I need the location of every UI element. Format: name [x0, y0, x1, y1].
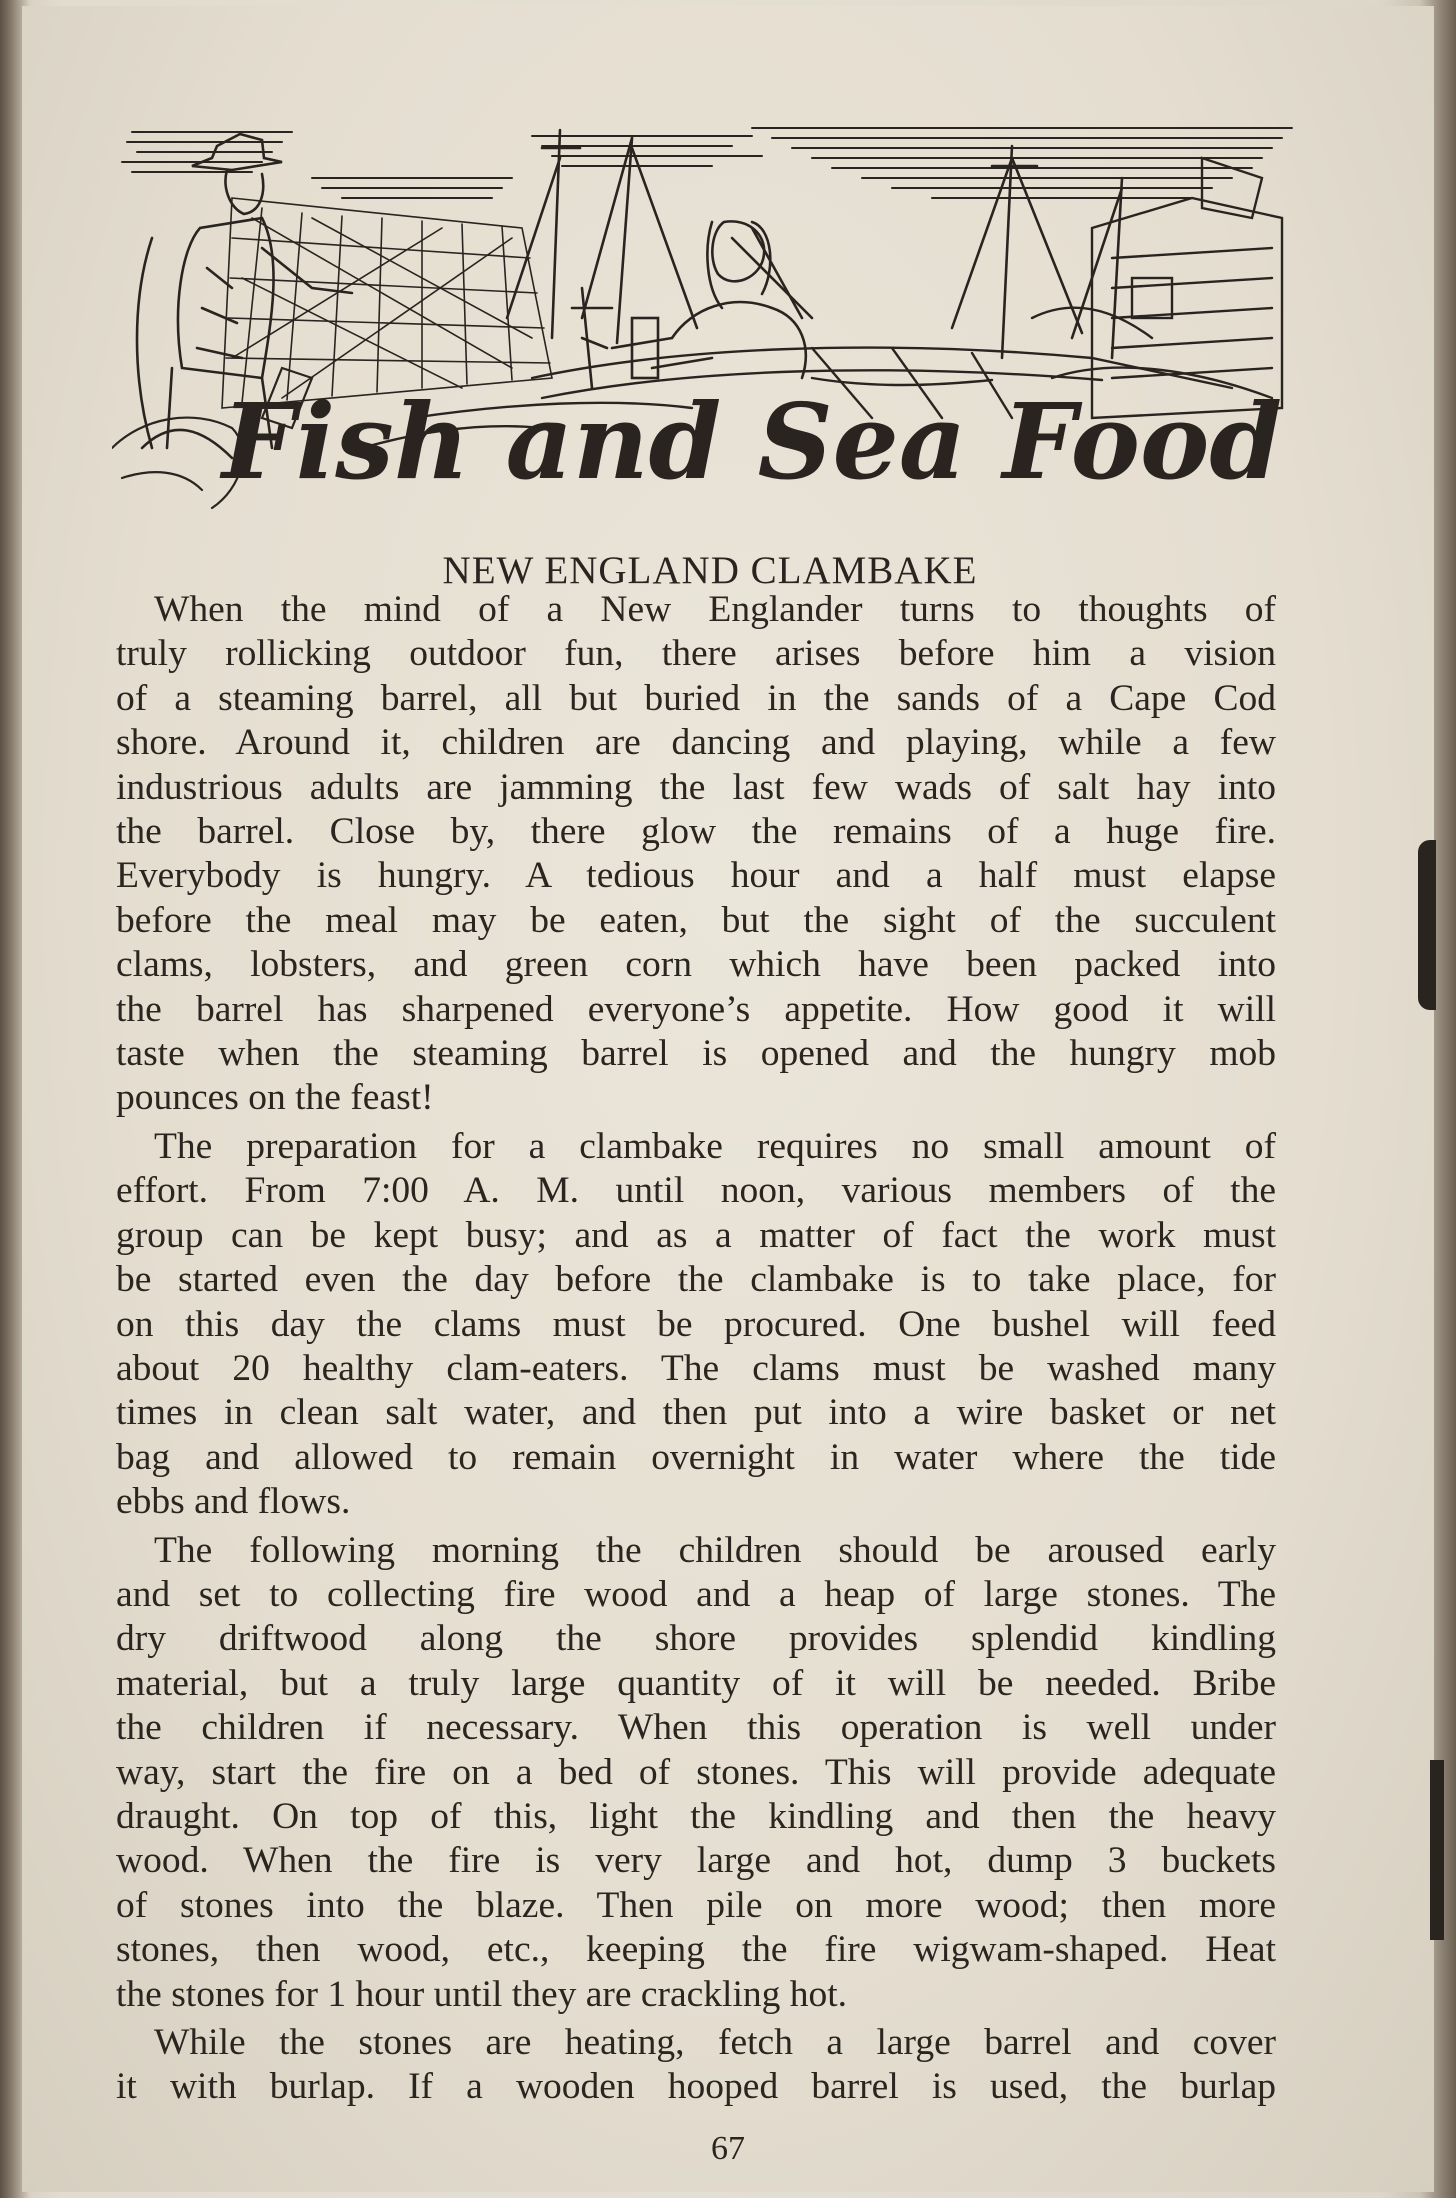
text-line: way, start the fire on a bed of stones. This will provide adequate	[116, 1751, 1276, 1793]
text-line: the children if necessary. When this operation is well under	[116, 1707, 1276, 1749]
text-line: pounces on the feast!	[116, 1077, 434, 1119]
text-line: times in clean salt water, and then put into a wire basket or net	[116, 1392, 1276, 1434]
text-line: it with burlap. If a wooden hooped barrel is used, the burlap	[116, 2066, 1276, 2108]
text-line: stones, then wood, etc., keeping the fire wigwam-shaped. Heat	[116, 1929, 1276, 1971]
text-line: shore. Around it, children are dancing and playing, while a few	[116, 722, 1276, 764]
text-line: The following morning the children should be aroused early	[154, 1529, 1276, 1571]
text-line: about 20 healthy clam-eaters. The clams must be washed many	[116, 1347, 1276, 1389]
index-tab	[1430, 1760, 1444, 1940]
text-line: taste when the steaming barrel is opened and the hungry mob	[116, 1033, 1276, 1075]
text-line: of a steaming barrel, all but buried in the sands of a Cape Cod	[116, 677, 1276, 719]
sky-hatching	[122, 128, 1292, 198]
text-line: the barrel has sharpened everyone’s appetite. How good it will	[116, 988, 1276, 1030]
text-line: on this day the clams must be procured. One bushel will feed	[116, 1303, 1276, 1345]
text-line: the barrel. Close by, there glow the remains of a huge fire.	[116, 811, 1276, 853]
text-line: before the meal may be eaten, but the sight of the succulent	[116, 899, 1276, 941]
paragraph-3	[116, 1529, 1276, 2017]
ship-masts	[507, 130, 1122, 358]
text-line: effort. From 7:00 A. M. until noon, various members of the	[116, 1170, 1276, 1212]
fishing-harbor-illustration	[112, 118, 1302, 518]
section-title: Fish and Sea Food	[221, 380, 1283, 503]
text-line: wood. When the fire is very large and hot, dump 3 buckets	[116, 1840, 1276, 1882]
index-tab	[1418, 840, 1436, 1010]
text-line: ebbs and flows.	[116, 1481, 351, 1523]
text-line: material, but a truly large quantity of it will be needed. Bribe	[116, 1662, 1276, 1704]
paragraph-2	[116, 1125, 1276, 1525]
article-body	[116, 588, 1276, 2110]
text-line: While the stones are heating, fetch a large barrel and cover	[154, 2022, 1276, 2063]
text-line: truly rollicking outdoor fun, there arises before him a vision	[116, 633, 1276, 675]
text-line: dry driftwood along the shore provides splendid kindling	[116, 1618, 1276, 1660]
text-line: of stones into the blaze. Then pile on more wood; then more	[116, 1884, 1276, 1926]
text-line: bag and allowed to remain overnight in water where the tide	[116, 1436, 1276, 1478]
paragraph-1	[116, 588, 1276, 1121]
text-line: clams, lobsters, and green corn which have been packed into	[116, 944, 1276, 986]
text-line: Everybody is hungry. A tedious hour and a half must elapse	[116, 855, 1276, 897]
text-line: When the mind of a New Englander turns to thoughts of	[154, 589, 1276, 630]
text-line: The preparation for a clambake requires no small amount of	[154, 1125, 1276, 1167]
text-line: be started even the day before the clambake is to take place, for	[116, 1259, 1276, 1301]
text-line: and set to collecting fire wood and a heap of large stones. The	[116, 1573, 1276, 1615]
paragraph-4	[116, 2021, 1276, 2110]
text-line: industrious adults are jamming the last few wads of salt hay into	[116, 766, 1276, 808]
page-number: 67	[711, 2130, 745, 2167]
text-line: the stones for 1 hour until they are crackling hot.	[116, 1973, 848, 2015]
article-heading: NEW ENGLAND CLAMBAKE	[442, 549, 978, 592]
text-line: group can be kept busy; and as a matter of fact the work must	[116, 1214, 1276, 1256]
text-line: draught. On top of this, light the kindling and then the heavy	[116, 1795, 1276, 1837]
